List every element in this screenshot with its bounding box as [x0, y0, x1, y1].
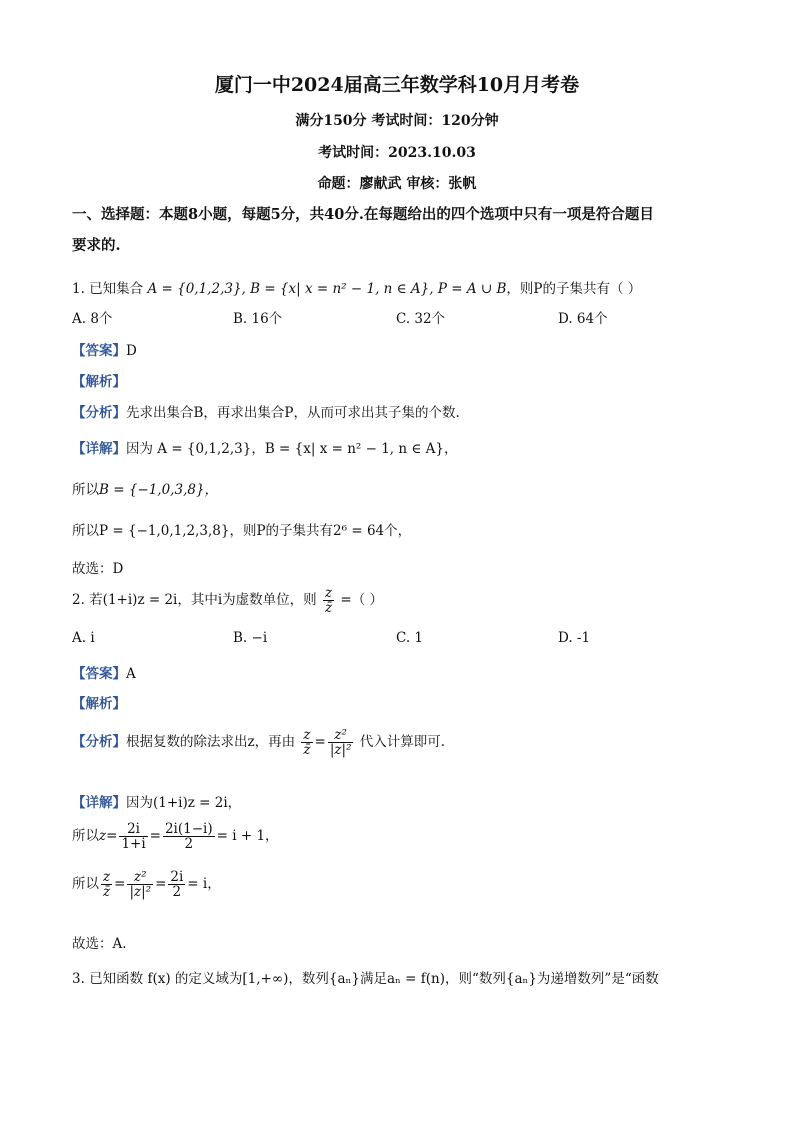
score-time: 满分150分 考试时间：120分钟: [295, 113, 499, 129]
equals: =: [149, 828, 161, 845]
denominator: 2: [172, 884, 182, 901]
question-stem: 若(1+i)z = 2i，其中i为虚数单位，则: [89, 592, 317, 609]
numerator: z: [103, 869, 111, 885]
fraction: [163, 822, 215, 851]
detail-line: [72, 437, 458, 457]
fraction: [301, 728, 312, 757]
question-number: 2.: [72, 592, 85, 609]
fraction: [328, 728, 354, 757]
denominator: |z|²: [329, 742, 352, 759]
fenxi-line: [72, 401, 460, 421]
question-stem-prefix: 已知集合: [89, 281, 144, 297]
step-expr: = i + 1，: [216, 828, 279, 845]
equals: =: [106, 828, 118, 845]
choose-label: 故选：: [72, 561, 113, 577]
option-c[interactable]: C. 1: [396, 630, 424, 646]
fenxi-label: 【分析】: [72, 734, 126, 751]
section-heading: 一、选择题：本题8小题，每题5分，共40分.在每题给出的四个选项中只有一项是符合题目: [72, 206, 654, 223]
numerator: z²: [328, 728, 354, 743]
fraction: [168, 870, 185, 899]
fraction: [323, 586, 334, 615]
question-sets: A = {0,1,2,3}, B = {x| x = n² − 1, n ∈ A}, P = A ∪ B: [147, 281, 507, 297]
suoyi-label: 所以: [72, 828, 99, 845]
step-line: [72, 478, 218, 498]
choose-line: [72, 557, 123, 577]
option-b[interactable]: B. −i: [233, 630, 268, 646]
denominator: 1+i: [121, 836, 146, 853]
option-a[interactable]: A. i: [72, 630, 95, 646]
fenxi-text: 代入计算即可.: [359, 734, 446, 751]
fraction: [101, 870, 112, 899]
suoyi-label: 所以: [72, 876, 99, 893]
exam-date: 考试时间：2023.10.03: [318, 145, 476, 161]
detail-label: 【详解】: [72, 441, 126, 457]
answer-line: [72, 662, 136, 682]
suoyi-label: 所以: [72, 523, 99, 539]
equals: =: [114, 876, 126, 893]
choose-label: 故选：: [72, 936, 113, 952]
fenxi-label: 【分析】: [72, 405, 126, 421]
question-stem-suffix: ，则P的子集共有（ ）: [506, 281, 642, 297]
step-line: [72, 822, 279, 851]
fenxi-text: 先求出集合B，再求出集合P，从而可求出其子集的个数.: [126, 405, 460, 421]
answer-label: 【答案】: [72, 666, 126, 682]
step-expr: 2⁶ = 64个，: [333, 523, 412, 539]
step-line: [72, 870, 221, 899]
step-line: [72, 519, 411, 539]
equals: =: [314, 734, 326, 751]
page-title: 厦门一中2024届高三年数学科10月月考卷: [214, 74, 580, 96]
step-expr: = i，: [187, 876, 221, 893]
numerator: z: [324, 585, 333, 601]
denominator: z̄: [303, 742, 311, 759]
choose-value: A.: [112, 936, 127, 952]
denominator: z̄: [103, 884, 111, 901]
question-stem: =（ ）: [340, 592, 383, 609]
detail-label: 【详解】: [72, 795, 126, 811]
fraction: [127, 870, 153, 899]
denominator: 2: [184, 836, 194, 853]
answer-line: [72, 339, 137, 359]
option-d[interactable]: D. 64个: [558, 311, 608, 327]
numerator: 2i: [119, 822, 147, 837]
denominator: z̄: [324, 600, 333, 617]
detail-text: 因为(1+i)z = 2i，: [126, 795, 242, 811]
question-number: 3.: [72, 971, 85, 987]
numerator: z²: [127, 870, 153, 885]
answer-value: A: [126, 666, 136, 682]
question-stem: 已知函数 f(x) 的定义域为[1,+∞)，数列{aₙ}满足aₙ = f(n)，则“数列{aₙ}为递增数列”是“函数: [89, 971, 659, 987]
question-3-stem: [72, 967, 659, 987]
analysis-label: 【解析】: [72, 696, 126, 712]
numerator: z: [303, 727, 311, 743]
equals: =: [155, 876, 167, 893]
step-expr: B = {−1,0,3,8}，: [99, 482, 219, 498]
answer-label: 【答案】: [72, 343, 126, 359]
question-2-stem: [72, 586, 383, 615]
question-1-stem: [72, 277, 641, 297]
fenxi-text: 根据复数的除法求出z，再由: [126, 734, 296, 751]
numerator: 2i: [170, 869, 184, 885]
fenxi-line: [72, 728, 445, 757]
analysis-label: 【解析】: [72, 374, 126, 390]
option-d[interactable]: D. -1: [558, 630, 591, 646]
option-c[interactable]: C. 32个: [396, 311, 446, 327]
numerator: 2i(1−i): [164, 821, 213, 837]
fraction: [119, 822, 147, 851]
section-heading-cont: 要求的.: [72, 237, 121, 254]
answer-value: D: [126, 343, 137, 359]
question-number: 1.: [72, 281, 85, 297]
var-z: z: [99, 828, 107, 845]
denominator: |z|²: [129, 884, 152, 901]
choose-value: D: [112, 561, 124, 577]
option-b[interactable]: B. 16个: [233, 311, 283, 327]
suoyi-label: 所以: [72, 482, 99, 498]
detail-line: [72, 791, 241, 811]
choose-line: [72, 932, 127, 952]
authors: 命题：廖献武 审核：张帆: [317, 176, 477, 192]
option-a[interactable]: A. 8个: [72, 311, 113, 327]
detail-text: 因为 A = {0,1,2,3}，B = {x| x = n² − 1, n ∈ A}，: [126, 441, 458, 457]
step-expr: P = {−1,0,1,2,3,8}，则P的子集共有: [99, 523, 334, 539]
